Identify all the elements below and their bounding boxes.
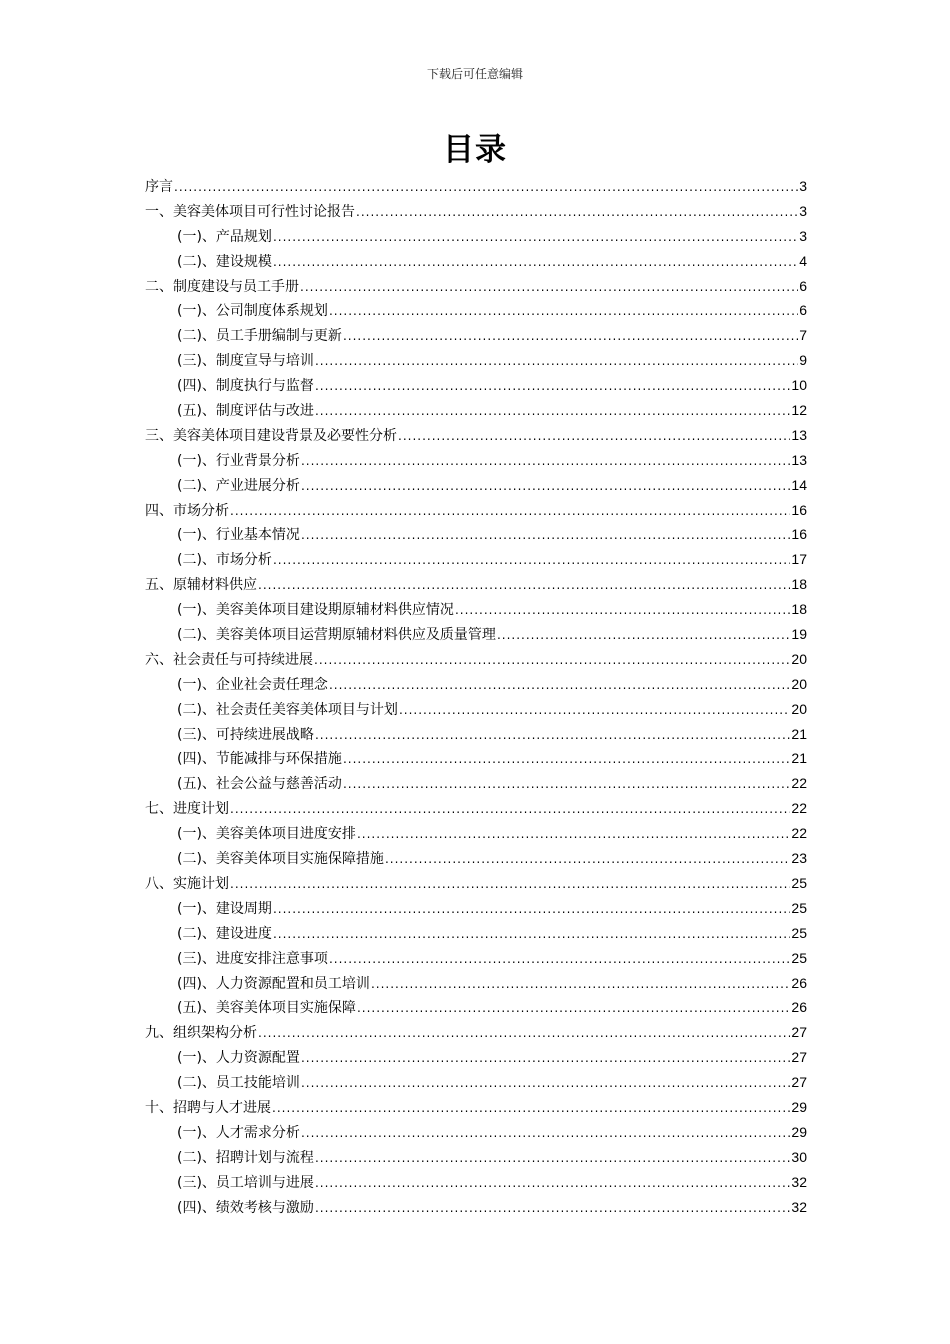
toc-entry-label: 六、社会责任与可持续进展 bbox=[145, 651, 313, 668]
toc-leader-dots bbox=[301, 474, 790, 499]
toc-leader-dots bbox=[399, 698, 790, 723]
toc-entry-label: (一)、行业基本情况 bbox=[177, 527, 300, 544]
toc-leader-dots bbox=[398, 424, 790, 449]
toc-entry-label: 五、原辅材料供应 bbox=[145, 577, 257, 594]
toc-entry-label: 四、市场分析 bbox=[145, 502, 229, 519]
toc-entry[interactable] bbox=[145, 398, 807, 423]
toc-entry[interactable] bbox=[145, 1170, 807, 1195]
toc-entry-label: (四)、人力资源配置和员工培训 bbox=[177, 975, 370, 992]
toc-entry-page: 14 bbox=[791, 476, 807, 493]
toc-entry-label: (一)、人才需求分析 bbox=[177, 1124, 300, 1141]
toc-leader-dots bbox=[385, 847, 790, 872]
toc-leader-dots bbox=[356, 200, 798, 225]
toc-leader-dots bbox=[273, 250, 798, 275]
toc-leader-dots bbox=[315, 723, 790, 748]
toc-leader-dots bbox=[315, 1171, 790, 1196]
toc-entry-label: (四)、节能减排与环保措施 bbox=[177, 751, 342, 768]
toc-entry-label: (二)、建设规模 bbox=[177, 253, 272, 270]
toc-entry[interactable] bbox=[145, 871, 807, 896]
toc-leader-dots bbox=[230, 872, 790, 897]
toc-leader-dots bbox=[455, 598, 790, 623]
toc-entry[interactable] bbox=[145, 946, 807, 971]
toc-entry-label: (一)、公司制度体系规划 bbox=[177, 303, 328, 320]
toc-entry-page: 29 bbox=[791, 1123, 807, 1140]
toc-entry-label: (五)、社会公益与慈善活动 bbox=[177, 776, 342, 793]
toc-entry-label: (五)、制度评估与改进 bbox=[177, 403, 314, 420]
toc-entry-page: 22 bbox=[791, 800, 807, 817]
toc-leader-dots bbox=[301, 1071, 790, 1096]
toc-entry-page: 7 bbox=[799, 327, 807, 344]
toc-leader-dots bbox=[258, 573, 790, 598]
toc-entry-label: (二)、美容美体项目运营期原辅材料供应及质量管理 bbox=[177, 627, 496, 644]
toc-entry[interactable] bbox=[145, 1195, 807, 1220]
toc-entry-page: 19 bbox=[791, 626, 807, 643]
toc-entry-label: (一)、人力资源配置 bbox=[177, 1050, 300, 1067]
toc-entry-page: 20 bbox=[791, 675, 807, 692]
toc-leader-dots bbox=[273, 897, 790, 922]
toc-entry[interactable] bbox=[145, 771, 807, 796]
toc-leader-dots bbox=[230, 797, 790, 822]
toc-entry-label: (五)、美容美体项目实施保障 bbox=[177, 1000, 356, 1017]
toc-entry-label: 八、实施计划 bbox=[145, 875, 229, 892]
toc-entry[interactable] bbox=[145, 1045, 807, 1070]
toc-entry-page: 9 bbox=[799, 352, 807, 369]
toc-entry-label: (二)、社会责任美容美体项目与计划 bbox=[177, 701, 398, 718]
toc-entry-label: (一)、行业背景分析 bbox=[177, 452, 300, 469]
toc-entry-label: (三)、员工培训与进展 bbox=[177, 1174, 314, 1191]
toc-entry[interactable] bbox=[145, 323, 807, 348]
toc-leader-dots bbox=[300, 275, 798, 300]
toc-leader-dots bbox=[272, 1096, 790, 1121]
toc-entry-page: 12 bbox=[791, 402, 807, 419]
toc-entry-page: 25 bbox=[791, 949, 807, 966]
toc-entry[interactable] bbox=[145, 522, 807, 547]
toc-entry-page: 20 bbox=[791, 700, 807, 717]
toc-entry[interactable] bbox=[145, 1145, 807, 1170]
toc-entry[interactable] bbox=[145, 597, 807, 622]
toc-entry[interactable] bbox=[145, 722, 807, 747]
toc-entry-page: 26 bbox=[791, 999, 807, 1016]
toc-entry-page: 32 bbox=[791, 1198, 807, 1215]
toc-entry[interactable] bbox=[145, 971, 807, 996]
toc-entry-label: 十、招聘与人才进展 bbox=[145, 1099, 271, 1116]
toc-entry[interactable] bbox=[145, 821, 807, 846]
toc-entry-page: 3 bbox=[799, 227, 807, 244]
toc-entry[interactable] bbox=[145, 1020, 807, 1045]
toc-leader-dots bbox=[315, 349, 798, 374]
toc-entry-label: (三)、进度安排注意事项 bbox=[177, 950, 328, 967]
toc-entry[interactable] bbox=[145, 995, 807, 1020]
toc-entry-page: 4 bbox=[799, 252, 807, 269]
toc-leader-dots bbox=[343, 747, 790, 772]
toc-entry[interactable] bbox=[145, 224, 807, 249]
toc-leader-dots bbox=[273, 922, 790, 947]
toc-entry-page: 26 bbox=[791, 974, 807, 991]
toc-entry-page: 13 bbox=[791, 451, 807, 468]
table-of-contents bbox=[145, 174, 807, 1219]
toc-entry[interactable] bbox=[145, 423, 807, 448]
toc-entry-label: (一)、企业社会责任理念 bbox=[177, 676, 328, 693]
toc-entry-page: 18 bbox=[791, 601, 807, 618]
toc-leader-dots bbox=[314, 648, 790, 673]
toc-leader-dots bbox=[497, 623, 790, 648]
toc-leader-dots bbox=[230, 499, 790, 524]
toc-leader-dots bbox=[343, 324, 798, 349]
toc-entry-label: 三、美容美体项目建设背景及必要性分析 bbox=[145, 427, 397, 444]
toc-entry-label: (三)、制度宣导与培训 bbox=[177, 353, 314, 370]
toc-entry-label: (二)、美容美体项目实施保障措施 bbox=[177, 851, 384, 868]
toc-leader-dots bbox=[329, 299, 798, 324]
toc-entry-label: (四)、制度执行与监督 bbox=[177, 378, 314, 395]
toc-entry[interactable] bbox=[145, 1070, 807, 1095]
toc-entry[interactable] bbox=[145, 921, 807, 946]
toc-entry[interactable] bbox=[145, 697, 807, 722]
toc-entry[interactable] bbox=[145, 498, 807, 523]
toc-entry-page: 10 bbox=[791, 377, 807, 394]
toc-entry-label: (一)、美容美体项目进度安排 bbox=[177, 826, 356, 843]
page-header: 下载后可任意编辑 bbox=[426, 67, 523, 81]
toc-leader-dots bbox=[357, 996, 790, 1021]
toc-leader-dots bbox=[371, 972, 790, 997]
toc-entry-page: 27 bbox=[791, 1024, 807, 1041]
toc-entry[interactable] bbox=[145, 298, 807, 323]
toc-leader-dots bbox=[301, 449, 790, 474]
toc-entry-label: (二)、员工技能培训 bbox=[177, 1075, 300, 1092]
toc-entry[interactable] bbox=[145, 249, 807, 274]
toc-leader-dots bbox=[315, 374, 790, 399]
toc-entry-label: (二)、建设进度 bbox=[177, 925, 272, 942]
toc-entry-label: (一)、建设周期 bbox=[177, 900, 272, 917]
toc-leader-dots bbox=[329, 947, 790, 972]
toc-entry-page: 21 bbox=[791, 725, 807, 742]
toc-entry-page: 3 bbox=[799, 202, 807, 219]
toc-entry[interactable] bbox=[145, 547, 807, 572]
toc-leader-dots bbox=[273, 225, 798, 250]
toc-entry-page: 17 bbox=[791, 551, 807, 568]
toc-entry[interactable] bbox=[145, 274, 807, 299]
toc-entry-page: 25 bbox=[791, 899, 807, 916]
toc-entry-label: (一)、美容美体项目建设期原辅材料供应情况 bbox=[177, 602, 454, 619]
toc-entry-label: (四)、绩效考核与激励 bbox=[177, 1199, 314, 1216]
toc-entry[interactable] bbox=[145, 448, 807, 473]
toc-entry[interactable] bbox=[145, 199, 807, 224]
toc-entry-page: 3 bbox=[799, 178, 807, 194]
toc-entry[interactable] bbox=[145, 672, 807, 697]
toc-leader-dots bbox=[273, 548, 790, 573]
toc-entry-page: 13 bbox=[791, 426, 807, 443]
toc-entry-page: 6 bbox=[799, 277, 807, 294]
toc-entry-page: 27 bbox=[791, 1049, 807, 1066]
toc-entry-page: 29 bbox=[791, 1098, 807, 1115]
toc-entry-page: 21 bbox=[791, 750, 807, 767]
toc-entry-label: (三)、可持续进展战略 bbox=[177, 726, 314, 743]
toc-leader-dots bbox=[301, 523, 790, 548]
toc-entry-page: 22 bbox=[791, 775, 807, 792]
toc-entry-label: (二)、员工手册编制与更新 bbox=[177, 328, 342, 345]
toc-entry-label: (二)、市场分析 bbox=[177, 552, 272, 569]
toc-entry[interactable] bbox=[145, 1095, 807, 1120]
toc-entry-label: (二)、产业进展分析 bbox=[177, 477, 300, 494]
toc-leader-dots bbox=[329, 673, 790, 698]
page-title: 目录 bbox=[443, 132, 507, 168]
toc-entry[interactable] bbox=[145, 473, 807, 498]
toc-entry-label: 七、进度计划 bbox=[145, 801, 229, 818]
toc-entry-page: 25 bbox=[791, 874, 807, 891]
toc-entry-page: 27 bbox=[791, 1074, 807, 1091]
toc-leader-dots bbox=[258, 1021, 790, 1046]
toc-entry[interactable] bbox=[145, 796, 807, 821]
toc-entry-page: 18 bbox=[791, 576, 807, 593]
toc-entry-page: 6 bbox=[799, 302, 807, 319]
toc-entry[interactable] bbox=[145, 896, 807, 921]
toc-entry-page: 16 bbox=[791, 501, 807, 518]
toc-leader-dots bbox=[315, 1146, 790, 1171]
toc-entry[interactable] bbox=[145, 348, 807, 373]
toc-leader-dots bbox=[301, 1046, 790, 1071]
toc-leader-dots bbox=[315, 1196, 790, 1221]
toc-entry-page: 32 bbox=[791, 1173, 807, 1190]
toc-entry-page: 30 bbox=[791, 1148, 807, 1165]
toc-entry-label: (二)、招聘计划与流程 bbox=[177, 1149, 314, 1166]
toc-leader-dots bbox=[315, 399, 790, 424]
toc-entry-page: 25 bbox=[791, 924, 807, 941]
toc-entry-label: 二、制度建设与员工手册 bbox=[145, 278, 299, 295]
toc-entry[interactable] bbox=[145, 174, 807, 199]
toc-leader-dots bbox=[357, 822, 790, 847]
toc-entry[interactable] bbox=[145, 846, 807, 871]
toc-entry[interactable] bbox=[145, 572, 807, 597]
toc-entry-label: 九、组织架构分析 bbox=[145, 1025, 257, 1042]
toc-leader-dots bbox=[343, 772, 790, 797]
toc-entry[interactable] bbox=[145, 373, 807, 398]
toc-leader-dots bbox=[174, 175, 798, 200]
toc-entry-label: 一、美容美体项目可行性讨论报告 bbox=[145, 203, 355, 220]
toc-entry-page: 16 bbox=[791, 526, 807, 543]
toc-entry-page: 20 bbox=[791, 650, 807, 667]
toc-entry-page: 22 bbox=[791, 825, 807, 842]
toc-entry-page: 23 bbox=[791, 850, 807, 867]
toc-entry[interactable] bbox=[145, 622, 807, 647]
toc-entry-label: (一)、产品规划 bbox=[177, 228, 272, 245]
toc-entry-label: 序言 bbox=[145, 179, 173, 195]
toc-leader-dots bbox=[301, 1121, 790, 1146]
toc-entry[interactable] bbox=[145, 647, 807, 672]
toc-entry[interactable] bbox=[145, 746, 807, 771]
toc-entry[interactable] bbox=[145, 1120, 807, 1145]
